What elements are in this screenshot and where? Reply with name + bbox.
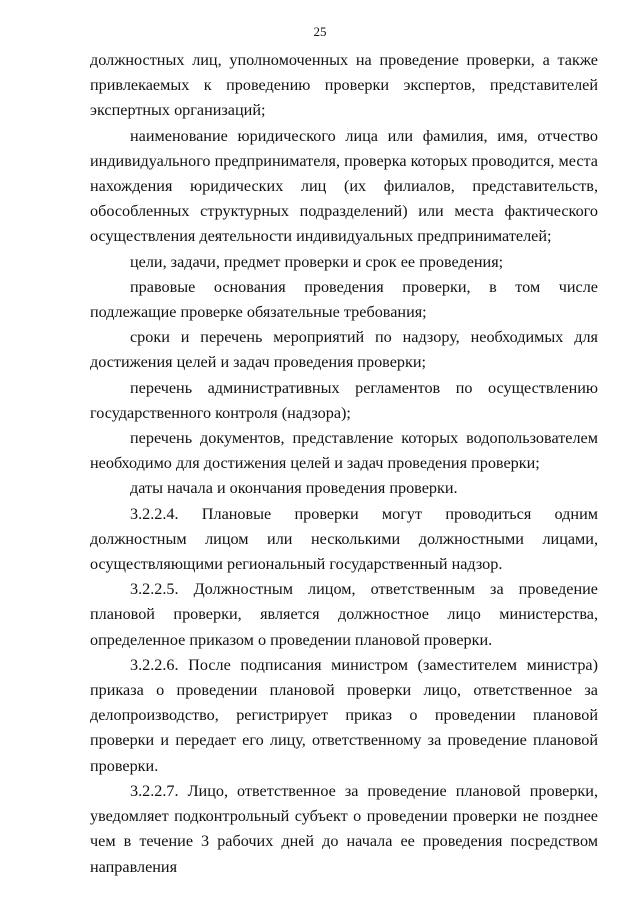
paragraph-legal-grounds: правовые основания проведения проверки, в том числе подлежащие проверке обязательные требования; bbox=[90, 277, 598, 322]
paragraph-entity-name: наименование юридического лица или фамилия, имя, отчество индивидуального предпринимателя, проверка которых проводится, места нахождения юридических лиц (их филиалов, представительств, обособленных структурных подразделений) или места фактического осуществления деятельности индивидуальных предпринимателей; bbox=[90, 126, 598, 246]
paragraph-3-2-2-7: 3.2.2.7. Лицо, ответственное за проведение плановой проверки, уведомляет подконтрольный субъект о проведении проверки не позднее чем в течение 3 рабочих дней до начала ее проведения посредством направления bbox=[90, 781, 598, 876]
page-number: 25 bbox=[313, 24, 327, 39]
paragraph-3-2-2-4: 3.2.2.4. Плановые проверки могут проводиться одним должностным лицом или несколькими должностными лицами, осуществляющими региональный государственный надзор. bbox=[90, 504, 598, 574]
document-body bbox=[90, 48, 598, 880]
paragraph-goals: цели, задачи, предмет проверки и срок ее проведения; bbox=[130, 252, 504, 271]
paragraph-3-2-2-5: 3.2.2.5. Должностным лицом, ответственным за проведение плановой проверки, является должностное лицо министерства, определенное приказом о проведении плановой проверки. bbox=[90, 580, 598, 649]
paragraph-measures: сроки и перечень мероприятий по надзору, необходимых для достижения целей и задач проведения проверки; bbox=[90, 328, 598, 372]
paragraph-3-2-2-6: 3.2.2.6. После подписания министром (заместителем министра) приказа о проведении плановой проверки лицо, ответственное за делопроизводство, регистрирует приказ о проведении плановой проверки и передает его лицу, ответственному за проведение плановой проверки. bbox=[90, 655, 598, 775]
paragraph-documents: перечень документов, представление которых водопользователем необходимо для достижения целей и задач проведения проверки; bbox=[90, 429, 598, 473]
paragraph-officials: должностных лиц, уполномоченных на проведение проверки, а также привлекаемых к проведению проверки экспертов, представителей экспертных организаций; bbox=[90, 51, 598, 120]
paragraph-regulations: перечень административных регламентов по осуществлению государственного контроля (надзора); bbox=[90, 378, 598, 422]
paragraph-dates: даты начала и окончания проведения проверки. bbox=[130, 479, 458, 498]
